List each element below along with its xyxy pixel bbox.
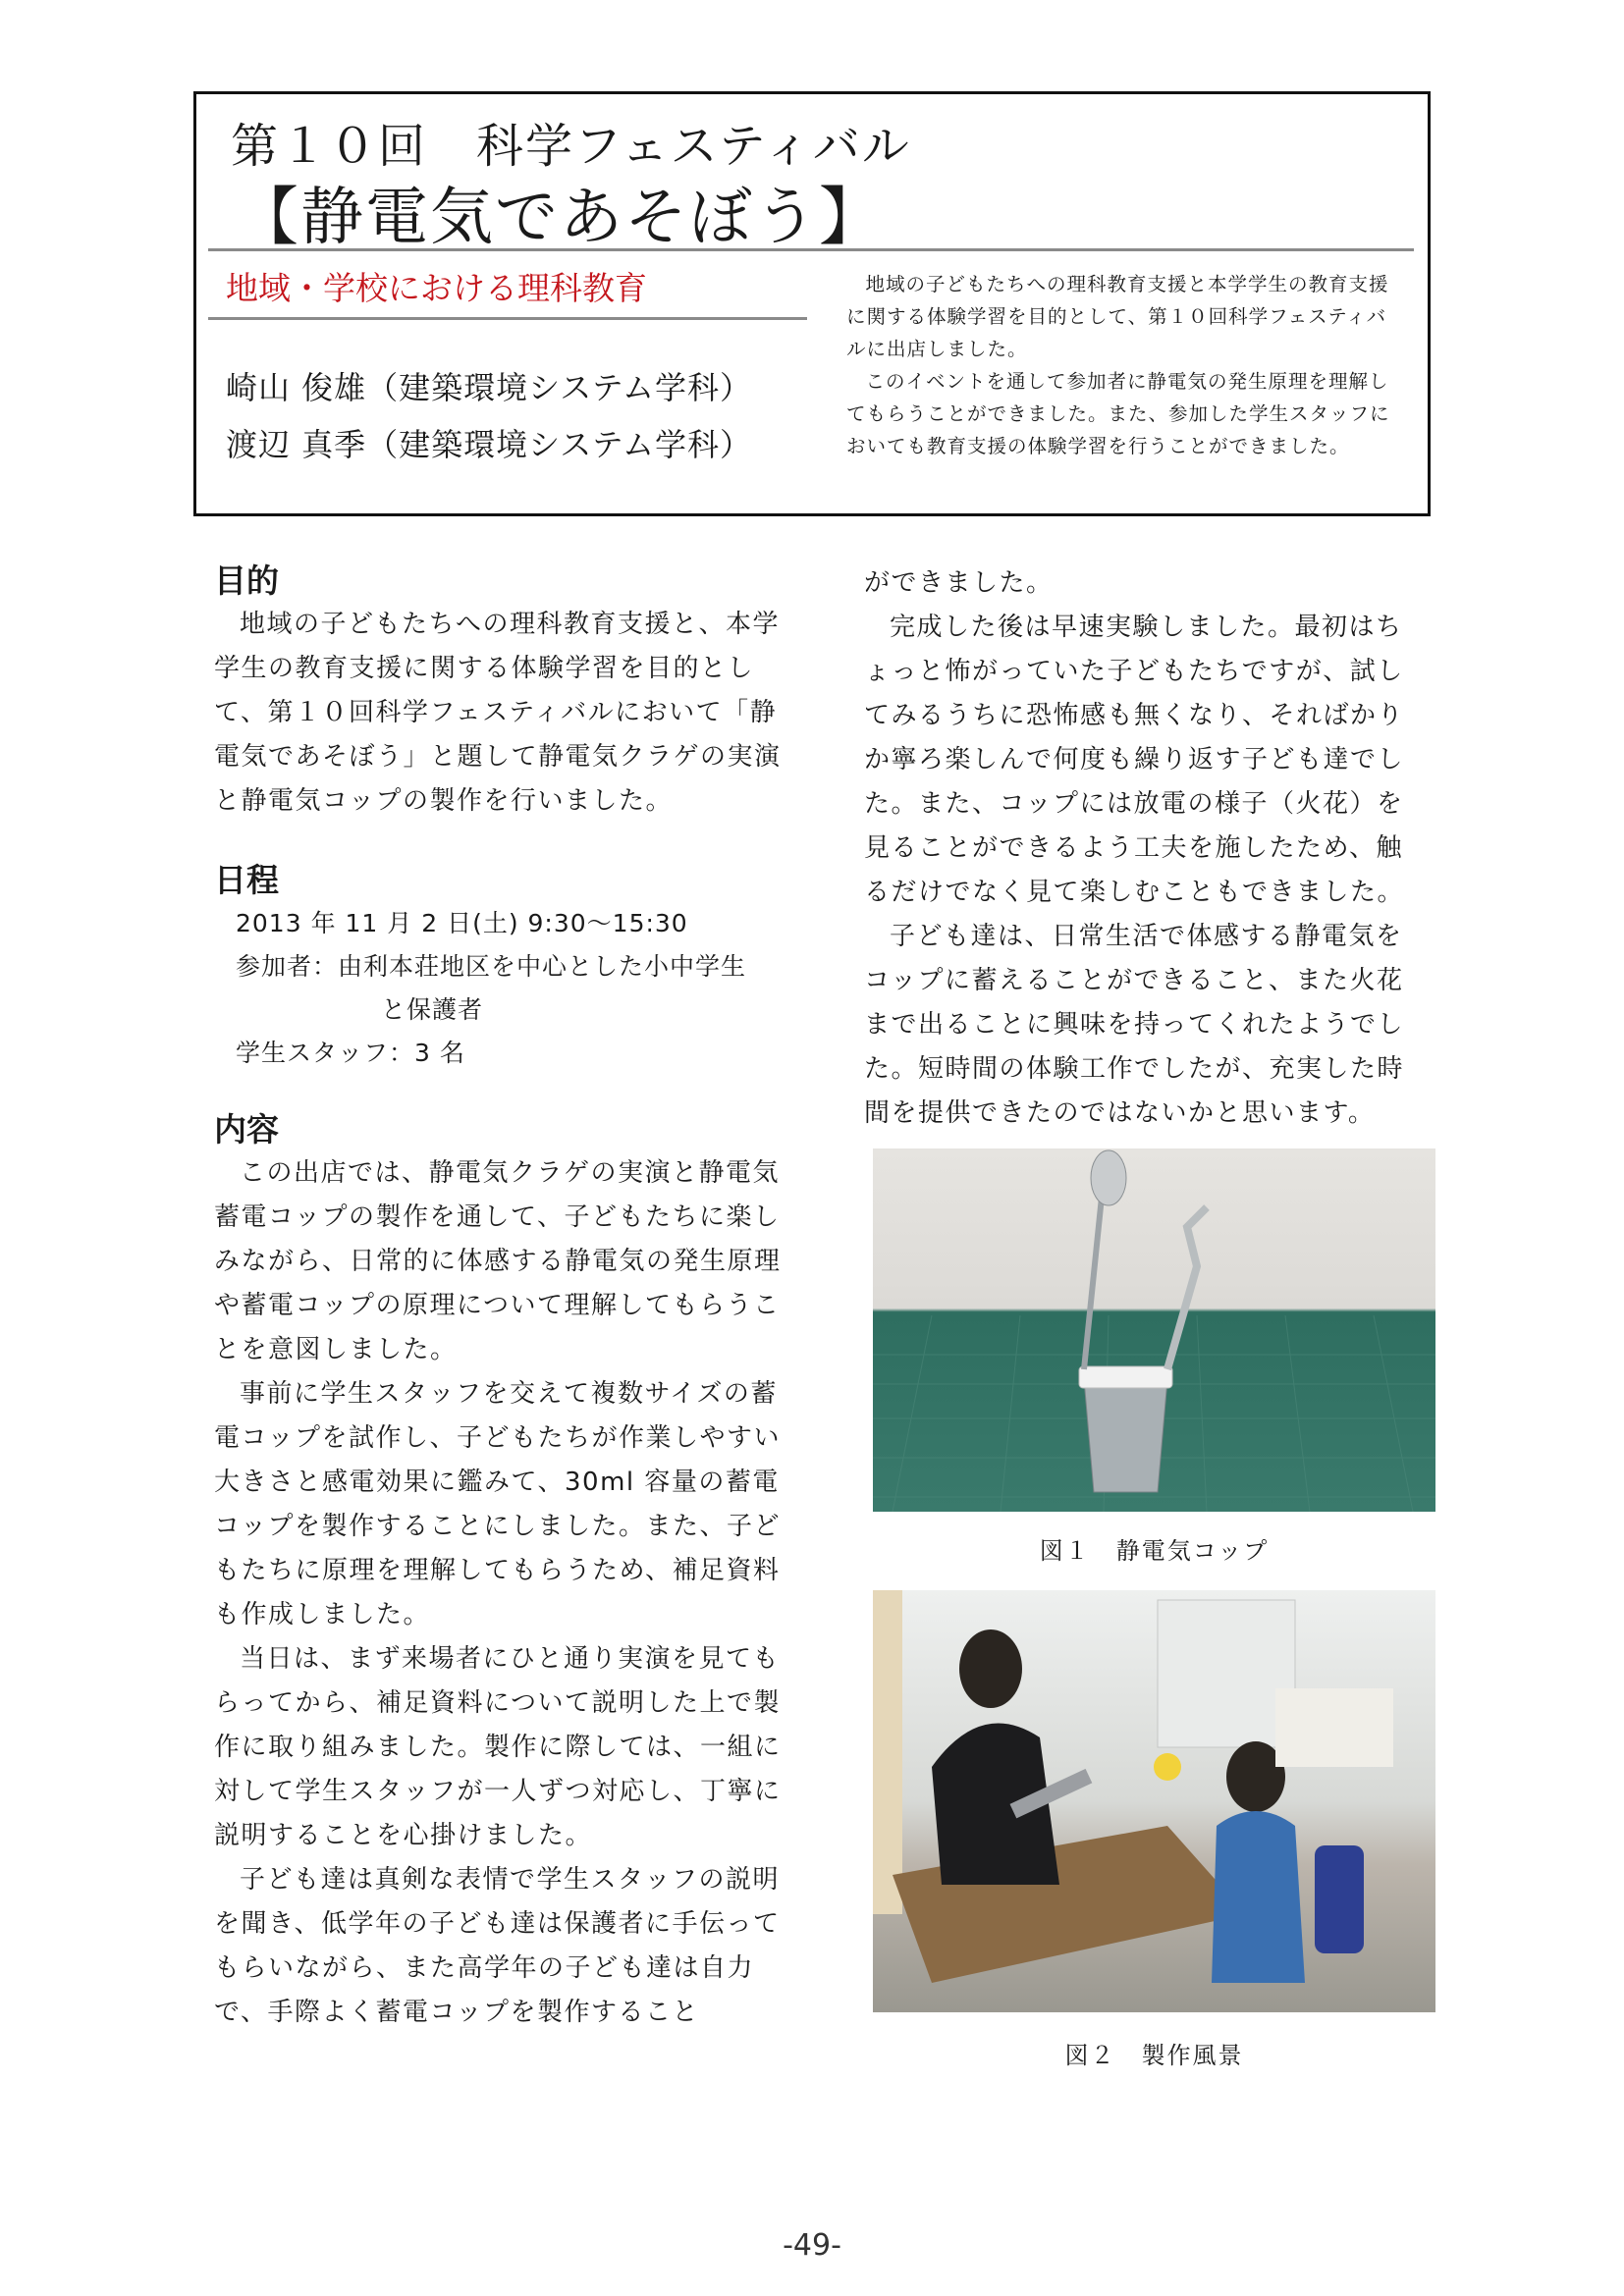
abstract-paragraph: このイベントを通して参加者に静電気の発生原理を理解してもらうことができました。また、参加した学生スタッフにおいても教育支援の体験学習を行うことができました。 bbox=[846, 370, 1390, 457]
content-paragraph: この出店では、静電気クラゲの実演と静電気蓄電コップの製作を通して、子どもたちに楽しみながら、日常的に体感する静電気の発生原理や蓄電コップの原理について理解してもらうことを意図しました。 bbox=[214, 1158, 782, 1364]
schedule-participants-cont: と保護者 bbox=[381, 995, 484, 1024]
purpose-text: 地域の子どもたちへの理科教育支援と、本学学生の教育支援に関する体験学習を目的として、第１０回科学フェスティバルにおいて「静電気であそぼう」と題して静電気クラゲの実演と静電気コップの製作を行いました。 bbox=[214, 610, 782, 816]
page-number: -49- bbox=[783, 2228, 841, 2263]
results-paragraph: 子ども達は、日常生活で体感する静電気をコップに蓄えることができること、また火花まで出ることに興味を持ってくれたようでした。短時間の体験工作でしたが、充実した時間を提供できたのではないかと思います。 bbox=[864, 922, 1405, 1128]
category-label: 地域・学校における理科教育 bbox=[226, 269, 647, 307]
title-divider bbox=[208, 248, 1414, 251]
continuation-text: ができました。 bbox=[864, 568, 1054, 598]
right-column bbox=[864, 561, 1424, 1136]
content-heading: 内容 bbox=[214, 1110, 279, 1148]
schedule-heading: 日程 bbox=[214, 861, 279, 899]
abstract bbox=[846, 268, 1406, 462]
author-2: 渡辺 真季（建築環境システム学科） bbox=[226, 426, 752, 463]
event-title: 第１０回 科学フェスティバル bbox=[231, 119, 911, 174]
left-column bbox=[214, 560, 784, 2035]
abstract-paragraph: 地域の子どもたちへの理科教育支援と本学学生の教育支援に関する体験学習を目的として、第１０回科学フェスティバルに出店しました。 bbox=[846, 273, 1389, 360]
content-paragraph: 事前に学生スタッフを交えて複数サイズの蓄電コップを試作し、子どもたちが作業しやすい大きさと感電効果に鑑みて、30ml 容量の蓄電コップを製作することにしました。また、子どもたちに原理を理解してもらうため、補足資料も作成しました。 bbox=[214, 1379, 781, 1629]
schedule-date: 2013 年 11 月 2 日(土) 9:30～15:30 bbox=[236, 909, 688, 937]
figure-1-caption: 図１ 静電気コップ bbox=[1039, 1537, 1270, 1565]
schedule-staff: 学生スタッフ：3 名 bbox=[236, 1039, 465, 1067]
main-title: 【静電気であそぼう】 bbox=[236, 182, 884, 254]
author-1: 崎山 俊雄（建築環境システム学科） bbox=[226, 369, 752, 406]
content-paragraph: 当日は、まず来場者にひと通り実演を見てもらってから、補足資料について説明した上で製作に取り組みました。製作に際しては、一組に対して学生スタッフが一人ずつ対応し、丁寧に説明することを心掛けました。 bbox=[214, 1644, 782, 1850]
schedule-participants: 参加者：由利本荘地区を中心とした小中学生 bbox=[236, 952, 747, 981]
figure-1-photo bbox=[873, 1148, 1435, 1512]
results-paragraph: 完成した後は早速実験しました。最初はちょっと怖がっていた子どもたちですが、試してみるうちに恐怖感も無くなり、そればかりか寧ろ楽しんで何度も繰り返す子ども達でした。また、コップには放電の様子（火花）を見ることができるよう工夫を施したため、触るだけでなく見て楽しむこともできました。 bbox=[864, 613, 1405, 907]
category-divider bbox=[208, 317, 807, 320]
figure-2-photo bbox=[873, 1590, 1435, 2012]
figure-2-caption: 図２ 製作風景 bbox=[1064, 2042, 1244, 2069]
content-paragraph: 子ども達は真剣な表情で学生スタッフの説明を聞き、低学年の子ども達は保護者に手伝ってもらいながら、また高学年の子ども達は自力で、手際よく蓄電コップを製作すること bbox=[214, 1865, 781, 2027]
purpose-heading: 目的 bbox=[214, 561, 279, 600]
